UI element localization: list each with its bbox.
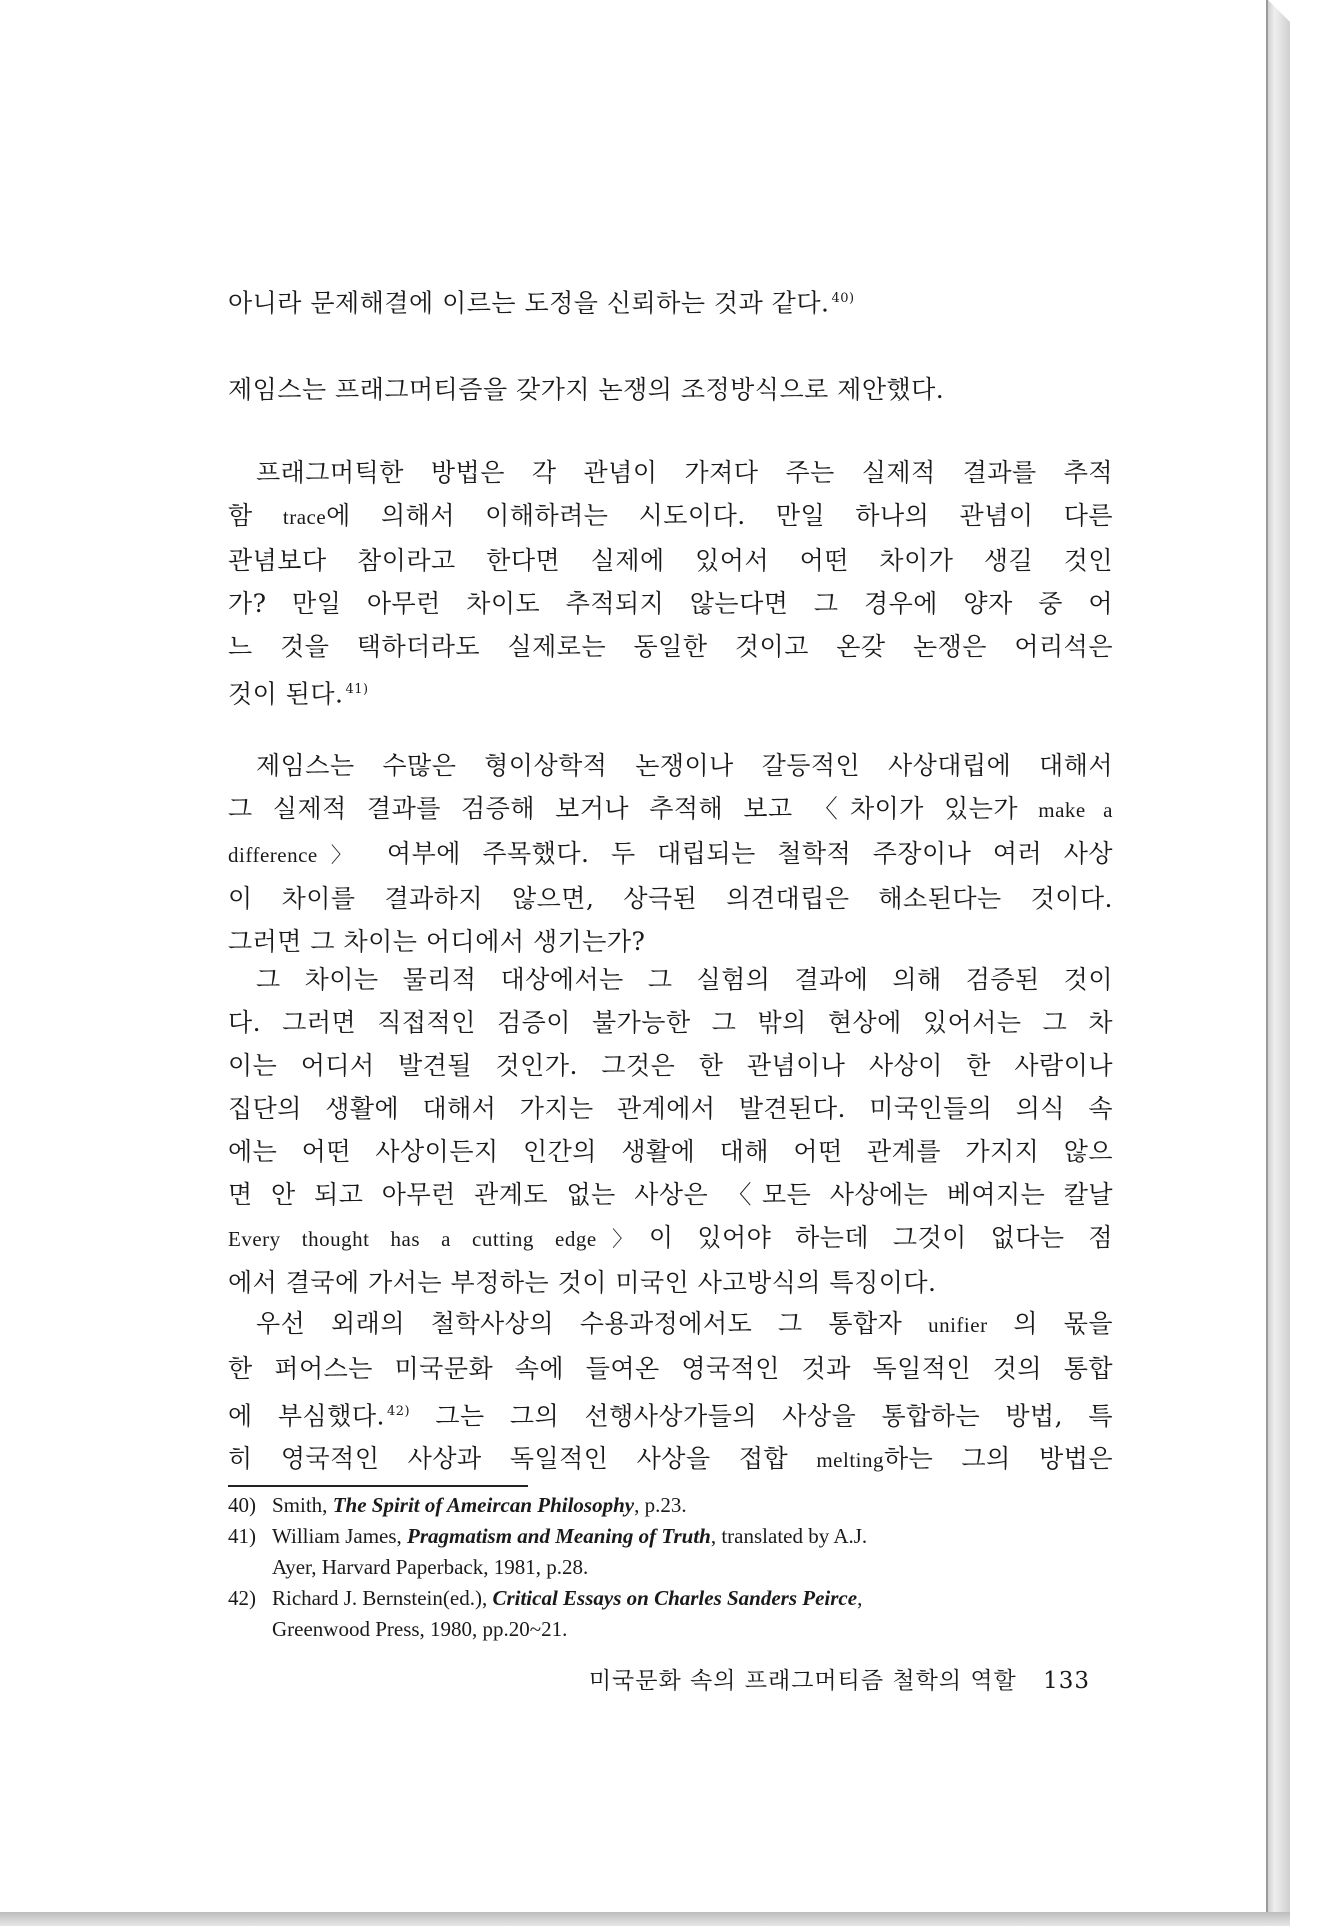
text-line: 프래그머틱한 방법은 각 관념이 가져다 주는 실제적 결과를 추적 [256, 458, 1113, 487]
footnote-42 [228, 1583, 1113, 1645]
footnote-line: 42) Richard J. Bernstein(ed.), Critical Essays on Charles Sanders Peirce, [228, 1586, 863, 1610]
footnote-line: 40) Smith, The Spirit of Ameircan Philosophy, p.23. [228, 1493, 687, 1517]
text-line: 그 차이는 물리적 대상에서는 그 실험의 결과에 의해 검증된 것이 [256, 965, 1113, 994]
paragraph-2 [228, 368, 1113, 411]
block-quote [228, 451, 1113, 715]
text-line: 그 실제적 결과를 검증해 보거나 추적해 보고 〈차이가 있는가 make a [228, 794, 1114, 823]
footnote-ref: 40) [831, 291, 855, 306]
text-line: 가? 만일 아무런 차이도 추적되지 않는다면 그 경우에 양자 중 어 [228, 589, 1113, 618]
running-footer [540, 1662, 1090, 1695]
text-line: 이는 어디서 발견될 것인가. 그것은 한 관념이나 사상이 한 사람이나 [228, 1051, 1113, 1080]
text-line: 제임스는 수많은 형이상학적 논쟁이나 갈등적인 사상대립에 대해서 [256, 751, 1113, 780]
text-line: difference〉 여부에 주목했다. 두 대립되는 철학적 주장이나 여러 사상 [228, 839, 1114, 868]
text-line: 그러면 그 차이는 어디에서 생기는가? [228, 927, 646, 956]
text-line: 에서 결국에 가서는 부정하는 것이 미국인 사고방식의 특징이다. [228, 1268, 937, 1297]
footnote-line: 41) William James, Pragmatism and Meaning of Truth, translated by A.J. [228, 1524, 868, 1548]
text-line: 집단의 생활에 대해서 가지는 관계에서 발견된다. 미국인들의 의식 속 [228, 1094, 1113, 1123]
footnote-line: Ayer, Harvard Paperback, 1981, p.28. [272, 1555, 589, 1579]
page-number: 133 [1043, 1668, 1090, 1694]
text-line: 함 trace에 의해서 이해하려는 시도이다. 만일 하나의 관념이 다른 [228, 501, 1114, 530]
footnote-line: Greenwood Press, 1980, pp.20~21. [272, 1617, 568, 1641]
text-line: Every thought has a cutting edge〉이 있어야 하는데 그것이 없다는 점 [228, 1223, 1113, 1252]
footnote-ref: 42) [386, 1404, 411, 1419]
paragraph-1 [228, 277, 1113, 324]
page-edge-bottom [0, 1912, 1290, 1926]
text-line: 아니라 문제해결에 이르는 도정을 신뢰하는 것과 같다. $^{40)}$ [228, 288, 855, 318]
text-line: 에 부심했다. $^{42)}$ 그는 그의 선행사상가들의 사상을 통합하는 방법, 특 [228, 1401, 1114, 1431]
text-line: 에는 어떤 사상이든지 인간의 생활에 대해 어떤 관계를 가지지 않으 [228, 1137, 1113, 1166]
text-line: 면 안 되고 아무런 관계도 없는 사상은 〈모든 사상에는 베여지는 칼날 [228, 1180, 1113, 1209]
paragraph-3 [228, 744, 1113, 963]
text-line: 느 것을 택하더라도 실제로는 동일한 것이고 온갖 논쟁은 어리석은 [228, 632, 1113, 661]
text-line: 다. 그러면 직접적인 검증이 불가능한 그 밖의 현상에 있어서는 그 차 [228, 1008, 1113, 1037]
footnote-41 [228, 1521, 1113, 1583]
text-line: 제임스는 프래그머티즘을 갖가지 논쟁의 조정방식으로 제안했다. [228, 375, 945, 404]
text-line: 관념보다 참이라고 한다면 실제에 있어서 어떤 차이가 생길 것인 [228, 546, 1113, 575]
text-line: 히 영국적인 사상과 독일적인 사상을 접합 melting하는 그의 방법은 [228, 1444, 1113, 1474]
paragraph-4 [228, 958, 1113, 1304]
footnote-40 [228, 1490, 1113, 1521]
text-line: 이 차이를 결과하지 않으면, 상극된 의견대립은 해소된다는 것이다. [228, 884, 1113, 913]
paragraph-5 [228, 1302, 1113, 1482]
text-line: 한 퍼어스는 미국문화 속에 들여온 영국적인 것과 독일적인 것의 통합 [228, 1354, 1113, 1383]
text-line: 우선 외래의 철학사상의 수용과정에서도 그 통합자 unifier 의 몫을 [256, 1309, 1114, 1338]
running-title: 미국문화 속의 프래그머티즘 철학의 역할 [588, 1668, 1017, 1694]
footnote-rule [228, 1485, 528, 1487]
text-line: 것이 된다. $^{41)}$ [228, 679, 369, 709]
footnote-ref: 41) [345, 682, 369, 697]
page-edge-right [1268, 0, 1290, 1926]
